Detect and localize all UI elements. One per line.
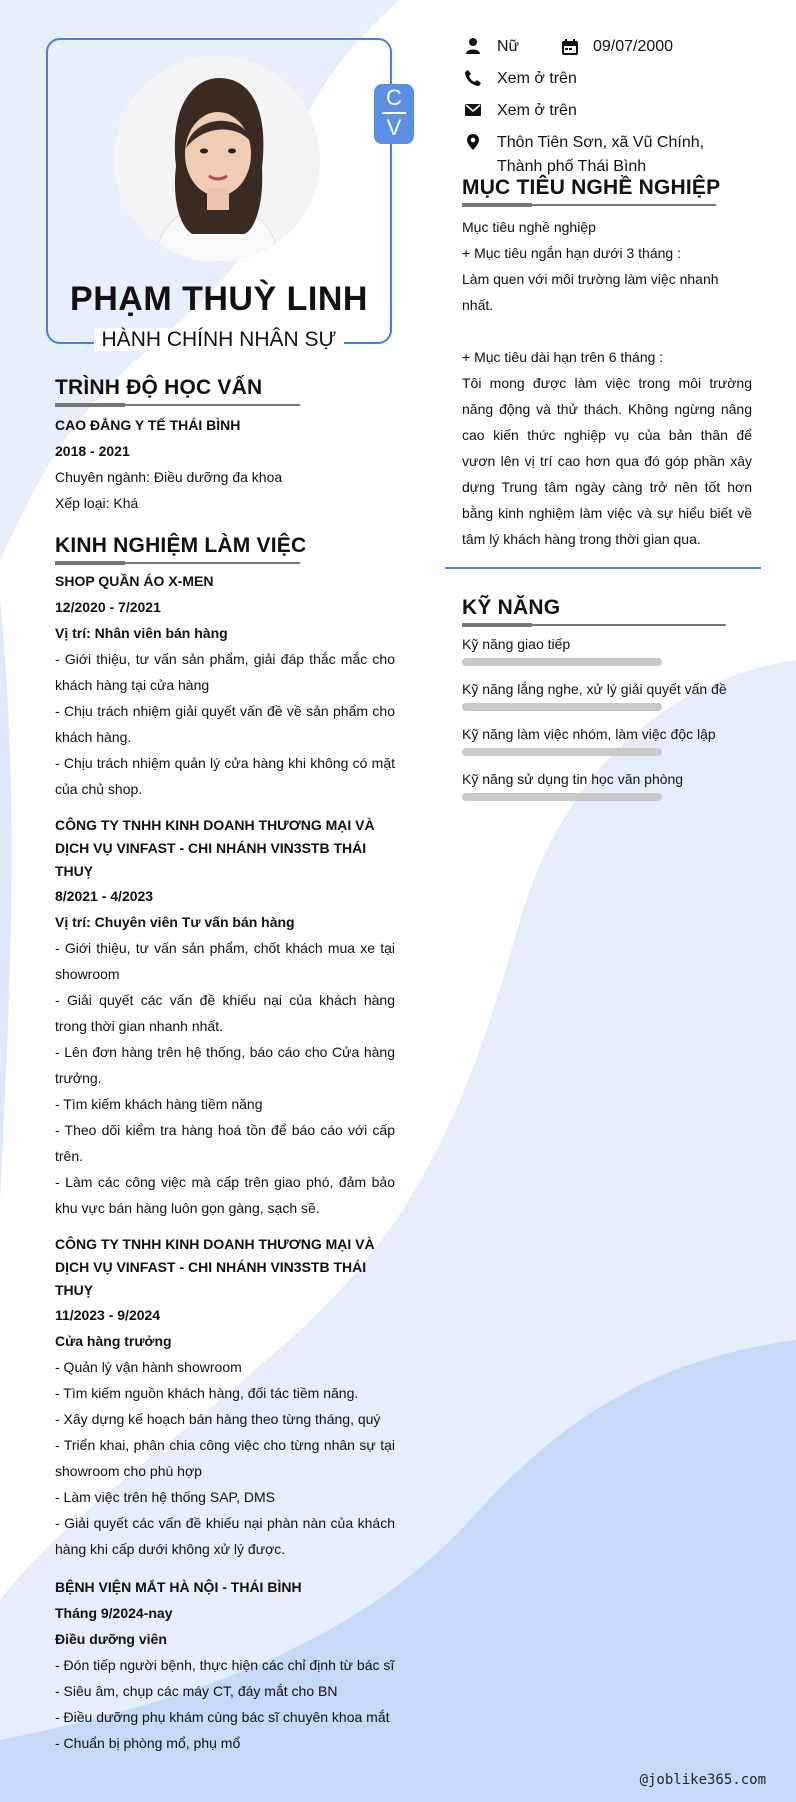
skill-label: Kỹ năng lắng nghe, xử lý giải quyết vấn đề	[462, 681, 727, 697]
job-duty: - Chịu trách nhiệm quản lý cửa hàng khi không có mặt của chủ shop.	[55, 755, 395, 797]
skill-label: Kỹ năng giao tiếp	[462, 636, 571, 652]
job-position: Cửa hàng trưởng	[55, 1333, 172, 1349]
phone-icon	[464, 69, 482, 87]
email-icon	[464, 101, 482, 119]
objective-section	[462, 176, 752, 552]
job-duty: - Giải quyết các vấn đề khiếu nại phàn nàn của khách hàng khi cấp dưới không xử lý được.	[55, 1515, 395, 1557]
education-rank: Xếp loại: Khá	[55, 495, 139, 511]
education-heading: TRÌNH ĐỘ HỌC VẤN	[55, 376, 263, 399]
job-duty: - Xây dựng kế hoạch bán hàng theo từng tháng, quý	[55, 1411, 381, 1427]
job-entry	[55, 1233, 395, 1562]
education-underline	[55, 404, 300, 406]
job-entry	[55, 814, 395, 1221]
objective-long-term: Tôi mong được làm việc trong môi trường năng động và thử thách. Không ngừng nâng cao kiến thức nghiệp vụ của bản thân để vươn lên vị trí cao hơn qua đó góp phần xây dựng Trung tâm ngày càng trở nên tốt hơn bằng kinh nghiệm làm việc và sự hiểu biết về tâm lý khách hàng trong thời gian qua.	[462, 375, 752, 547]
skill-item	[462, 771, 762, 816]
avatar-icon	[114, 56, 320, 262]
experience-underline-accent	[55, 561, 125, 565]
education-years: 2018 - 2021	[55, 443, 130, 459]
location-icon	[464, 133, 482, 151]
job-duty: - Triển khai, phân chia công việc cho từng nhân sự tại showroom cho phù hợp	[55, 1437, 395, 1479]
job-duty: - Quản lý vận hành showroom	[55, 1359, 242, 1375]
experience-heading: KINH NGHIỆM LÀM VIỆC	[55, 534, 307, 557]
job-duty: - Giới thiệu, tư vấn sản phẩm, chốt khách mua xe tại showroom	[55, 940, 395, 982]
footer-watermark: @joblike365.com	[639, 1772, 766, 1788]
objective-text	[462, 214, 752, 552]
objective-line	[462, 318, 752, 344]
skills-list	[462, 636, 762, 816]
job-duty: - Chịu trách nhiệm giải quyết vấn đề về sản phẩm cho khách hàng.	[55, 703, 395, 745]
address-line-2: Thành phố Thái Bình	[497, 158, 647, 175]
job-duty: - Theo dõi kiểm tra hàng hoá tồn để báo cáo với cấp trên.	[55, 1122, 395, 1164]
job-duty: - Giải quyết các vấn đề khiếu nại của khách hàng trong thời gian nhanh nhất.	[55, 992, 395, 1034]
job-entry	[55, 568, 395, 802]
job-duty: - Điều dưỡng phụ khám cùng bác sĩ chuyên khoa mắt	[55, 1709, 390, 1725]
job-company: BỆNH VIỆN MẮT HÀ NỘI - THÁI BÌNH	[55, 1579, 302, 1595]
job-position: Vị trí: Chuyên viên Tư vấn bán hàng	[55, 914, 295, 930]
experience-underline	[55, 562, 300, 564]
job-duty: - Đón tiếp người bệnh, thực hiện các chỉ định từ bác sĩ	[55, 1657, 395, 1673]
job-duty: - Tìm kiếm nguồn khách hàng, đối tác tiềm năng.	[55, 1385, 359, 1401]
objective-line: Làm quen với môi trường làm việc nhanh nhất.	[462, 271, 719, 313]
skills-heading: KỸ NĂNG	[462, 596, 561, 619]
skill-label: Kỹ năng làm việc nhóm, làm việc độc lập	[462, 726, 716, 742]
skill-bar	[462, 793, 662, 801]
job-period: Tháng 9/2024-nay	[55, 1605, 173, 1621]
objective-heading: MỤC TIÊU NGHỀ NGHIỆP	[462, 176, 721, 199]
job-duty: - Lên đơn hàng trên hệ thống, báo cáo cho Cửa hàng trưởng.	[55, 1044, 395, 1086]
cv-badge	[374, 84, 414, 144]
job-duty: - Giới thiệu, tư vấn sản phẩm, giải đáp thắc mắc cho khách hàng tại cửa hàng	[55, 651, 395, 693]
contact-block	[464, 36, 784, 186]
job-period: 11/2023 - 9/2024	[55, 1307, 161, 1323]
skills-underline	[462, 624, 726, 626]
skill-item	[462, 726, 762, 771]
person-icon	[464, 37, 482, 55]
job-duty: - Làm việc trên hệ thống SAP, DMS	[55, 1489, 275, 1505]
skills-underline-accent	[462, 623, 532, 627]
calendar-icon	[561, 38, 579, 56]
cv-letter-v: V	[386, 115, 402, 140]
job-company: CÔNG TY TNHH KINH DOANH THƯƠNG MẠI VÀ DỊCH VỤ VINFAST - CHI NHÁNH VIN3STB THÁI THUỴ	[55, 817, 375, 879]
experience-section	[55, 534, 395, 1756]
education-section	[55, 376, 395, 516]
job-title	[88, 328, 350, 352]
phone-value: Xem ở trên	[497, 70, 577, 87]
job-period: 12/2020 - 7/2021	[55, 599, 161, 615]
skill-item	[462, 681, 762, 726]
dob-value: 09/07/2000	[593, 38, 674, 55]
job-title-text: HÀNH CHÍNH NHÂN SỰ	[94, 328, 345, 351]
objective-line: Mục tiêu nghề nghiệp	[462, 219, 596, 235]
education-school: CAO ĐẲNG Y TẾ THÁI BÌNH	[55, 417, 241, 433]
skill-item	[462, 636, 762, 681]
job-duty: - Làm các công việc mà cấp trên giao phó, đảm bảo khu vực bán hàng luôn gọn gàng, sạch sẽ.	[55, 1174, 395, 1216]
education-major: Chuyên ngành: Điều dưỡng đa khoa	[55, 469, 283, 485]
skills-section	[462, 596, 762, 816]
job-period: 8/2021 - 4/2023	[55, 888, 154, 904]
avatar-photo	[114, 56, 320, 262]
job-position: Vị trí: Nhân viên bán hàng	[55, 625, 228, 641]
objective-underline-accent	[462, 203, 532, 207]
job-entry	[55, 1574, 395, 1756]
email-value: Xem ở trên	[497, 102, 577, 119]
job-company: SHOP QUẦN ÁO X-MEN	[55, 573, 214, 589]
gender-value: Nữ	[497, 38, 520, 55]
job-company: CÔNG TY TNHH KINH DOANH THƯƠNG MẠI VÀ DỊCH VỤ VINFAST - CHI NHÁNH VIN3STB THÁI THUỴ	[55, 1236, 375, 1298]
objective-underline	[462, 204, 716, 206]
address-line-1: Thôn Tiên Sơn, xã Vũ Chính,	[497, 134, 705, 151]
skill-bar	[462, 703, 662, 711]
education-details	[55, 412, 395, 516]
job-duty: - Tìm kiếm khách hàng tiềm năng	[55, 1096, 263, 1112]
left-edge-wave	[0, 600, 12, 1200]
job-duty: - Chuẩn bị phòng mổ, phụ mổ	[55, 1735, 241, 1751]
candidate-name: PHẠM THUỲ LINH	[70, 280, 368, 318]
skill-bar	[462, 748, 662, 756]
right-column-divider	[445, 567, 761, 569]
job-position: Điều dưỡng viên	[55, 1631, 167, 1647]
skill-label: Kỹ năng sử dụng tin học văn phòng	[462, 771, 684, 787]
job-duty: - Siêu âm, chụp các máy CT, đáy mắt cho BN	[55, 1683, 338, 1699]
education-underline-accent	[55, 403, 125, 407]
skill-bar	[462, 658, 662, 666]
cv-letter-c: C	[386, 85, 402, 110]
objective-line: + Mục tiêu ngắn hạn dưới 3 tháng :	[462, 245, 681, 261]
objective-line: + Mục tiêu dài hạn trên 6 tháng :	[462, 349, 664, 365]
